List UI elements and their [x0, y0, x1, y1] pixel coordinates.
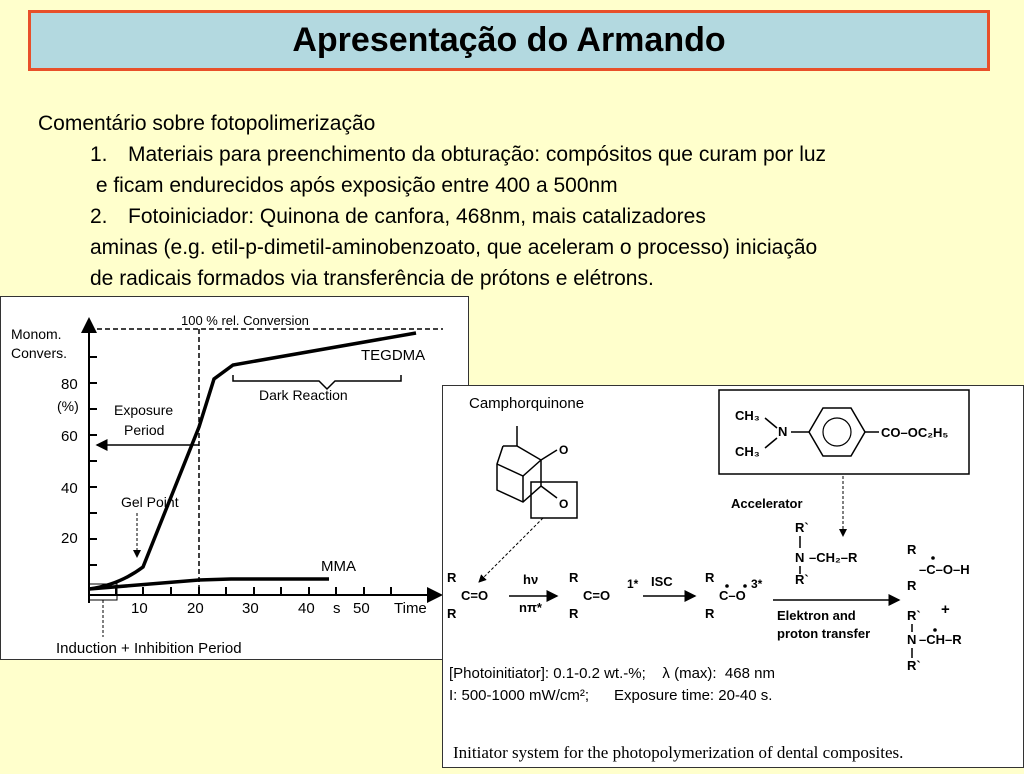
tegdma-curve — [89, 333, 416, 589]
npi-label: nπ* — [519, 600, 542, 615]
photoinitiator-line: [Photoinitiator]: 0.1-0.2 wt.-%; λ (max): 468 nm — [449, 665, 775, 682]
amine-ch2: –CH₂–R — [809, 550, 858, 565]
x-axis-label: Time — [394, 600, 427, 617]
ketone-r-bottom: R — [447, 606, 457, 621]
ketone-c-o: C=O — [461, 588, 489, 603]
dark-reaction-label: Dark Reaction — [259, 387, 348, 403]
amine-r-prime-top: R` — [795, 520, 809, 535]
x-unit-s: s — [333, 600, 341, 617]
product-r-prime-bottom: R` — [907, 658, 921, 673]
singlet-r-top: R — [569, 570, 579, 585]
amine-n-2: N — [795, 550, 805, 565]
item-2-number: 2. — [90, 205, 108, 228]
item-1-number: 1. — [90, 143, 108, 166]
x-tick-10: 10 — [131, 600, 148, 617]
y-tick-80: 80 — [61, 376, 78, 393]
tegdma-label: TEGDMA — [361, 347, 426, 364]
intensity-line: I: 500-1000 mW/cm²; Exposure time: 20-40 s. — [449, 687, 773, 704]
y-tick-40: 40 — [61, 480, 78, 497]
induction-label: Induction + Inhibition Period — [56, 640, 242, 657]
x-tick-50: 50 — [353, 600, 370, 617]
body-text — [38, 108, 826, 294]
hv-label: hν — [523, 572, 539, 587]
ketyl-radical: –C–O–H — [919, 562, 970, 577]
text-item-2 — [38, 201, 826, 232]
carbonyl-o-box: O — [559, 497, 569, 511]
x-tick-20: 20 — [187, 600, 204, 617]
text-item-2-cont2: de radicais formados via transferência de prótons e elétrons. — [90, 267, 654, 290]
y-tick-60: 60 — [61, 428, 78, 445]
y-tick-20: 20 — [61, 530, 78, 547]
mma-curve — [89, 579, 329, 589]
singlet-c-o: C=O — [583, 588, 611, 603]
singlet-state: 1* — [627, 577, 639, 591]
title-box — [28, 10, 990, 71]
benzene-ring — [809, 408, 865, 456]
x-tick-40: 40 — [298, 600, 315, 617]
text-heading: Comentário sobre fotopolimerização — [38, 112, 376, 135]
singlet-r-bottom: R — [569, 606, 579, 621]
item-2-text: Fotoiniciador: Quinona de canfora, 468nm, mais catalizadores — [128, 205, 706, 228]
triplet-r-bottom: R — [705, 606, 715, 621]
conversion-label: 100 % rel. Conversion — [181, 313, 309, 328]
y-axis-label-2: Convers. — [11, 345, 68, 361]
product-r-prime-top: R` — [907, 608, 921, 623]
y-axis-label-1: Monom. — [11, 326, 62, 342]
accelerator-label: Accelerator — [731, 496, 803, 511]
conversion-diagram-svg — [1, 297, 470, 661]
text-item-1 — [38, 139, 826, 170]
conversion-diagram — [0, 296, 469, 660]
gel-point-label: Gel Point — [121, 494, 179, 510]
amine-r-prime-bottom: R` — [795, 572, 809, 587]
transfer-label-2: proton transfer — [777, 626, 871, 641]
page-title: Apresentação do Armando — [292, 21, 726, 59]
y-axis-unit: (%) — [57, 398, 79, 414]
ester-group: CO–OC₂H₅ — [881, 425, 949, 440]
text-item-2-cont1: aminas (e.g. etil-p-dimetil-aminobenzoato, que aceleram o processo) iniciação — [90, 236, 818, 259]
amine-ch3-top: CH₃ — [735, 408, 760, 423]
x-tick-30: 30 — [242, 600, 259, 617]
isc-label: ISC — [651, 574, 673, 589]
plus-sign: + — [941, 601, 950, 618]
initiator-scheme — [442, 385, 1024, 768]
amine-ch3-bottom: CH₃ — [735, 444, 760, 459]
camphorquinone-label: Camphorquinone — [469, 395, 585, 412]
text-item-1-cont: e ficam endurecidos após exposição entre 400 a 500nm — [90, 174, 618, 197]
item-1-text: Materiais para preenchimento da obturação: compósitos que curam por luz — [128, 143, 827, 166]
mma-label: MMA — [321, 558, 356, 575]
product-n: N — [907, 632, 917, 647]
aminoalkyl-radical: –CH–R — [919, 632, 962, 647]
exposure-label-1: Exposure — [114, 402, 174, 418]
amine-n: N — [778, 424, 788, 439]
exposure-label-2: Period — [124, 422, 165, 438]
triplet-r-top: R — [705, 570, 715, 585]
carbonyl-o-top: O — [559, 443, 569, 457]
initiator-scheme-svg — [443, 386, 1024, 769]
transfer-label-1: Elektron and — [777, 608, 856, 623]
triplet-state: 3* — [751, 577, 763, 591]
triplet-c-o: C–O — [719, 588, 746, 603]
product-r-top: R — [907, 542, 917, 557]
product-r-bottom: R — [907, 578, 917, 593]
scheme-caption: Initiator system for the photopolymerization of dental composites. — [453, 743, 904, 762]
ketone-r-top: R — [447, 570, 457, 585]
